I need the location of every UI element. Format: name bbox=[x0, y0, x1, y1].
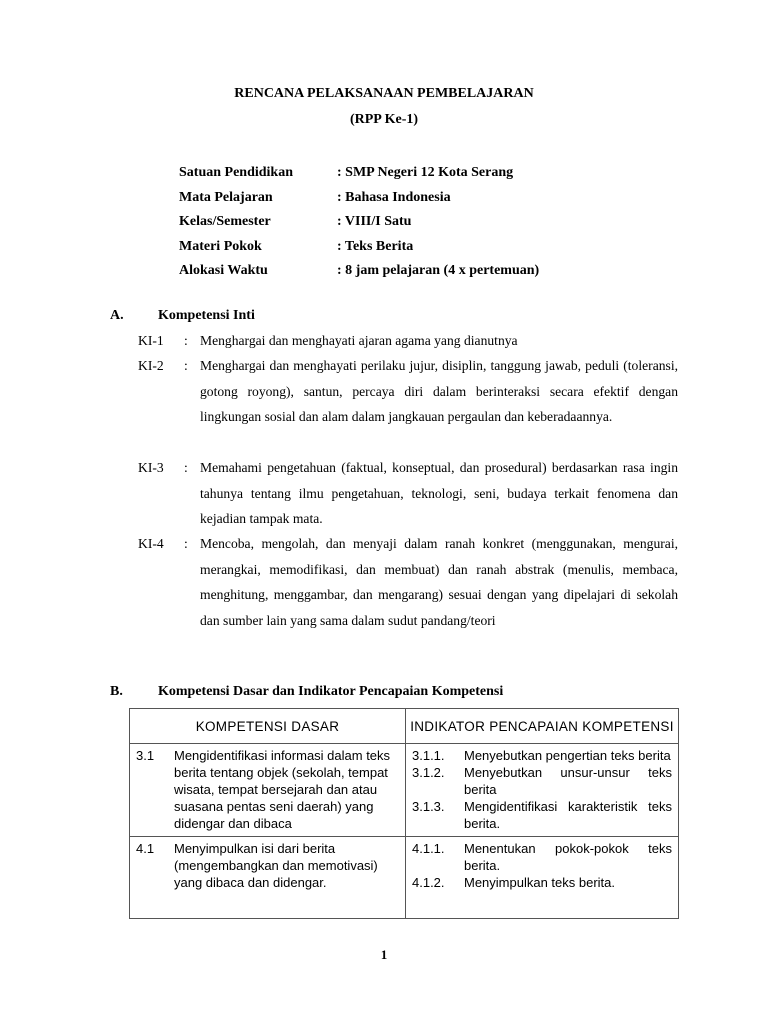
identity-value: : VIII/I Satu bbox=[337, 214, 412, 229]
indicator-cell bbox=[406, 744, 679, 837]
identity-label: Satuan Pendidikan bbox=[179, 165, 293, 180]
identity-label: Mata Pelajaran bbox=[179, 189, 273, 205]
indicator-number: 3.1.2. bbox=[412, 765, 445, 780]
indicator-text: Menyebutkan unsur-unsur teks berita bbox=[464, 765, 672, 797]
ki-code: KI-1 bbox=[138, 333, 164, 348]
identity-label: Kelas/Semester bbox=[179, 214, 271, 229]
identity-value: : Teks Berita bbox=[337, 238, 414, 254]
identity-value: : SMP Negeri 12 Kota Serang bbox=[337, 165, 514, 180]
indicator-item bbox=[406, 764, 678, 798]
identity-label: Alokasi Waktu bbox=[179, 263, 268, 278]
ki-item bbox=[138, 455, 678, 532]
kd-cell bbox=[130, 744, 406, 837]
section-number: B. bbox=[110, 684, 123, 699]
ki-item bbox=[138, 353, 678, 430]
identity-value: : Bahasa Indonesia bbox=[337, 189, 451, 205]
ki-text: Mencoba, mengolah, dan menyaji dalam ranah konkret (menggunakan, mengurai, merangkai, memodifikasi, dan membuat) dan ranah abstrak (menulis, membaca, menghitung, menggambar, dan mengarang) sesuai dengan yang dipelajari di sekolah dan sumber lain yang sama dalam sudut pandang/teori bbox=[200, 536, 678, 628]
indicator-item bbox=[406, 798, 678, 832]
indicator-item bbox=[406, 747, 678, 764]
indicator-text: Menyebutkan pengertian teks berita bbox=[464, 748, 671, 763]
kd-number: 4.1 bbox=[136, 841, 155, 856]
ki-item bbox=[138, 328, 678, 354]
identity-row bbox=[179, 263, 539, 288]
kd-cell bbox=[130, 837, 406, 919]
identity-row bbox=[179, 214, 539, 239]
section-number: A. bbox=[110, 308, 124, 323]
indicator-item bbox=[406, 874, 678, 891]
ki-code: KI-3 bbox=[138, 460, 164, 475]
indicator-text: Menentukan pokok-pokok teks berita. bbox=[464, 841, 672, 873]
ki-item bbox=[138, 531, 678, 633]
kd-text: Mengidentifikasi informasi dalam teks berita tentang objek (sekolah, tempat wisata, tempat bersejarah dan atau suasana pentas seni daerah) yang didengar dan dibaca bbox=[174, 748, 391, 831]
identity-value: : 8 jam pelajaran (4 x pertemuan) bbox=[337, 263, 540, 278]
competency-table bbox=[129, 708, 679, 919]
ki-code: KI-2 bbox=[138, 358, 164, 373]
identity-block bbox=[179, 165, 539, 288]
indicator-item bbox=[406, 840, 678, 874]
identity-label: Materi Pokok bbox=[179, 238, 262, 254]
ki-text: Menghargai dan menghayati ajaran agama yang dianutnya bbox=[200, 333, 518, 348]
section-title: Kompetensi Inti bbox=[158, 308, 255, 323]
ki-text: Menghargai dan menghayati perilaku jujur, disiplin, tanggung jawab, peduli (toleransi, gotong royong), santun, percaya diri dalam berinteraksi secara efektif dengan lingkungan sosial dan alam dalam jangkauan pergaulan dan keberadaannya. bbox=[200, 358, 678, 424]
indicator-text: Mengidentifikasi karakteristik teks berita. bbox=[464, 799, 672, 831]
document-subtitle: (RPP Ke-1) bbox=[349, 112, 419, 127]
section-title: Kompetensi Dasar dan Indikator Pencapaian Kompetensi bbox=[158, 684, 504, 699]
ki-colon: : bbox=[184, 358, 188, 373]
ki-colon: : bbox=[184, 460, 188, 475]
ki-text: Memahami pengetahuan (faktual, konseptual, dan prosedural) berdasarkan rasa ingin tahunya tentang ilmu pengetahuan, teknologi, seni, budaya terkait fenomena dan kejadian tampak mata. bbox=[200, 460, 678, 526]
indicator-number: 4.1.2. bbox=[412, 875, 445, 890]
column-header: KOMPETENSI DASAR bbox=[130, 709, 406, 744]
ki-code: KI-4 bbox=[138, 536, 164, 551]
table-row bbox=[130, 744, 679, 837]
indicator-number: 3.1.1. bbox=[412, 748, 445, 763]
table-header-row bbox=[130, 709, 679, 744]
table-row bbox=[130, 837, 679, 919]
indicator-number: 3.1.3. bbox=[412, 799, 445, 814]
document-title: RENCANA PELAKSANAAN PEMBELAJARAN bbox=[234, 86, 534, 101]
indicator-text: Menyimpulkan teks berita. bbox=[464, 875, 616, 890]
kd-text: Menyimpulkan isi dari berita (mengembangkan dan memotivasi) yang dibaca dan didengar. bbox=[174, 841, 378, 890]
indicator-number: 4.1.1. bbox=[412, 841, 445, 856]
indicator-cell bbox=[406, 837, 679, 919]
identity-row bbox=[179, 239, 539, 264]
identity-row bbox=[179, 165, 539, 190]
kd-number: 3.1 bbox=[136, 748, 155, 763]
ki-colon: : bbox=[184, 536, 188, 551]
column-header: INDIKATOR PENCAPAIAN KOMPETENSI bbox=[406, 709, 679, 744]
identity-row bbox=[179, 190, 539, 215]
page-number: 1 bbox=[380, 947, 388, 962]
ki-colon: : bbox=[184, 333, 188, 348]
